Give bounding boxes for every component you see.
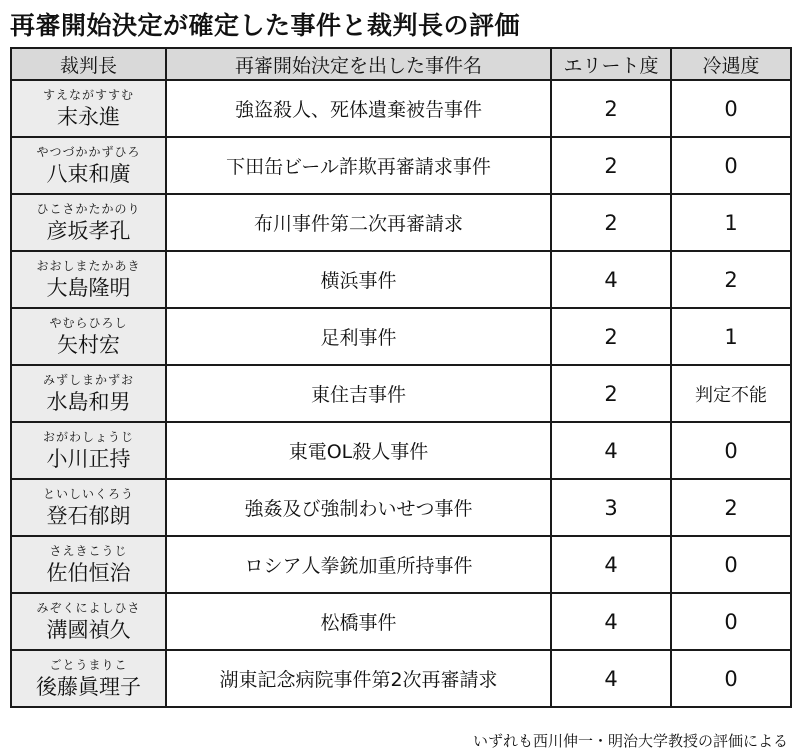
elite-score-cell: 4 [551,650,671,707]
judge-cell [11,80,166,137]
judge-name-kana: みぞくによしひさ [36,601,141,615]
judge-name: 小川正持 [46,447,131,471]
judge-cell [11,251,166,308]
column-header-elite: エリート度 [551,48,671,80]
column-header-cold: 冷遇度 [671,48,791,80]
table-row [11,593,791,650]
table-row [11,422,791,479]
cold-score-cell: 0 [671,80,791,137]
judge-name-kana: ひこさかたかのり [36,202,141,216]
judge-name: 登石郁朗 [46,504,131,528]
judge-name-kana: おがわしょうじ [42,430,134,444]
judge-cell [11,194,166,251]
elite-score-cell: 4 [551,593,671,650]
judge-name-kana: ごとうまりこ [49,658,128,672]
judge-cell [11,137,166,194]
judge-cell [11,536,166,593]
judge-name-kana: といしいくろう [42,487,134,501]
judge-name: 末永進 [57,105,120,129]
judge-cell [11,422,166,479]
elite-score-cell: 4 [551,251,671,308]
table-row [11,251,791,308]
judge-name: 八束和廣 [46,162,131,186]
page-title: 再審開始決定が確定した事件と裁判長の評価 [10,11,521,40]
table-row [11,80,791,137]
cold-score-cell: 0 [671,137,791,194]
judge-name: 後藤眞理子 [36,675,141,699]
elite-score-cell: 2 [551,80,671,137]
case-name-cell: 強姦及び強制わいせつ事件 [166,479,551,536]
judge-name-kana: さえきこうじ [49,544,128,558]
judge-name-kana: おおしまたかあき [36,259,141,273]
case-name-cell: 下田缶ビール詐欺再審請求事件 [166,137,551,194]
judge-name: 彦坂孝孔 [46,219,131,243]
judge-name-kana: すえながすすむ [42,88,135,102]
source-note: いずれも西川伸一・明治大学教授の評価による [472,732,788,750]
case-name-cell: 東住吉事件 [166,365,551,422]
cold-score-cell: 2 [671,251,791,308]
judge-name: 大島隆明 [46,276,131,300]
judge-name-kana: みずしまかずお [42,373,134,387]
case-name-cell: 横浜事件 [166,251,551,308]
case-name-cell: 松橋事件 [166,593,551,650]
table-header-row [11,48,791,80]
cold-score-cell: 0 [671,422,791,479]
table-row [11,536,791,593]
judge-cell [11,479,166,536]
judge-cell [11,650,166,707]
judge-cell [11,365,166,422]
case-name-cell: 東電OL殺人事件 [166,422,551,479]
table-body [11,80,791,707]
cold-score-cell: 1 [671,308,791,365]
cold-score-cell: 0 [671,593,791,650]
table-row [11,194,791,251]
judge-name: 水島和男 [46,390,131,414]
case-name-cell: 足利事件 [166,308,551,365]
case-name-cell: 布川事件第二次再審請求 [166,194,551,251]
elite-score-cell: 3 [551,479,671,536]
judge-name: 矢村宏 [57,333,120,357]
table-row [11,479,791,536]
elite-score-cell: 2 [551,308,671,365]
judge-name: 佐伯恒治 [46,561,131,585]
case-name-cell: ロシア人拳銃加重所持事件 [166,536,551,593]
column-header-judge: 裁判長 [11,48,166,80]
judge-name-kana: やむらひろし [49,316,128,330]
elite-score-cell: 4 [551,536,671,593]
table-row [11,650,791,707]
judge-cell [11,308,166,365]
case-name-cell: 強盗殺人、死体遺棄被告事件 [166,80,551,137]
table-row [11,308,791,365]
column-header-case: 再審開始決定を出した事件名 [166,48,551,80]
table-row [11,365,791,422]
cold-score-cell: 1 [671,194,791,251]
judges-table [10,47,792,708]
cold-score-cell: 0 [671,536,791,593]
case-name-cell: 湖東記念病院事件第2次再審請求 [166,650,551,707]
judge-cell [11,593,166,650]
judge-name-kana: やつづかかずひろ [36,145,141,159]
elite-score-cell: 4 [551,422,671,479]
table-row [11,137,791,194]
cold-score-cell: 2 [671,479,791,536]
elite-score-cell: 2 [551,194,671,251]
judge-name: 溝國禎久 [46,618,131,642]
cold-score-cell: 判定不能 [671,365,791,422]
elite-score-cell: 2 [551,137,671,194]
cold-score-cell: 0 [671,650,791,707]
elite-score-cell: 2 [551,365,671,422]
